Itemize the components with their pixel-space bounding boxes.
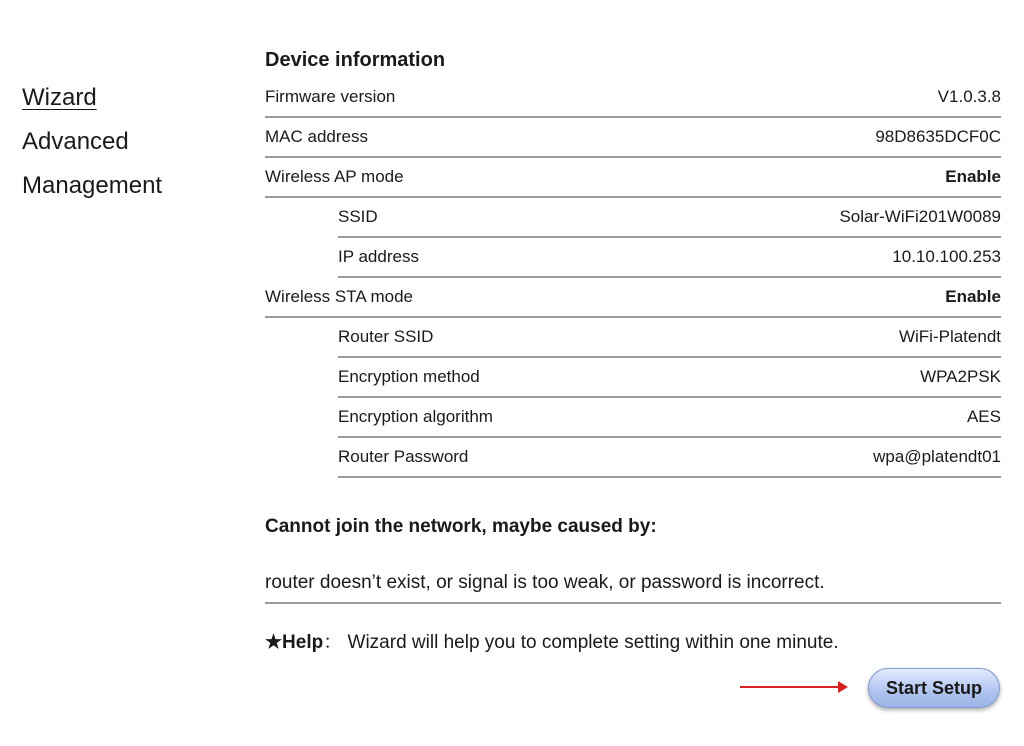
- row-label: Router Password: [338, 447, 469, 466]
- row-label: Firmware version: [265, 87, 396, 106]
- row-label: SSID: [338, 207, 378, 226]
- row-value: V1.0.3.8: [937, 87, 1001, 106]
- arrow-head-icon: [838, 681, 848, 693]
- nav-item-wizard[interactable]: Wizard: [22, 84, 97, 111]
- row-wireless-sta-mode: [265, 280, 1001, 318]
- error-message: router doesn’t exist, or signal is too weak, or password is incorrect.: [265, 568, 1001, 604]
- row-label: Encryption algorithm: [338, 407, 493, 426]
- section-title: Device information: [265, 49, 446, 71]
- row-value: WiFi-Platendt: [898, 327, 1001, 346]
- row-mac-address: [265, 120, 1001, 158]
- row-label: MAC address: [265, 127, 368, 146]
- row-value: WPA2PSK: [920, 367, 1001, 386]
- row-label: Wireless AP mode: [265, 167, 404, 186]
- help-colon: ：: [323, 632, 343, 653]
- start-setup-button[interactable]: Start Setup: [868, 668, 1000, 708]
- row-label: Encryption method: [338, 367, 480, 386]
- row-label: IP address: [338, 247, 419, 266]
- row-ssid: [338, 200, 1001, 238]
- star-icon: ★: [265, 632, 283, 653]
- row-firmware-version: [265, 80, 1001, 118]
- row-value: AES: [966, 407, 1001, 426]
- row-label: Router SSID: [338, 327, 434, 346]
- help-line: [265, 628, 1001, 658]
- device-info-panel: [265, 44, 1001, 658]
- row-value: wpa@platendt01: [873, 447, 1001, 466]
- row-value: 98D8635DCF0C: [875, 127, 1001, 146]
- nav-item-advanced[interactable]: Advanced: [22, 128, 129, 155]
- help-label: Help: [282, 632, 324, 653]
- sidebar-nav: [22, 80, 162, 212]
- row-value: Solar-WiFi201W0089: [839, 207, 1001, 226]
- error-title: Cannot join the network, maybe caused by:: [265, 516, 657, 537]
- row-router-ssid: [338, 320, 1001, 358]
- start-setup-wrap: [868, 668, 1000, 708]
- row-encryption-method: [338, 360, 1001, 398]
- row-router-password: [338, 440, 1001, 478]
- row-encryption-algorithm: [338, 400, 1001, 438]
- arrow-icon: [740, 686, 840, 688]
- help-text: Wizard will help you to complete setting within one minute.: [347, 632, 839, 653]
- row-wireless-ap-mode: [265, 160, 1001, 198]
- row-ip-address: [338, 240, 1001, 278]
- row-value: Enable: [945, 167, 1001, 186]
- row-value: Enable: [945, 287, 1001, 306]
- row-label: Wireless STA mode: [265, 287, 414, 306]
- row-value: 10.10.100.253: [892, 247, 1001, 266]
- nav-item-management[interactable]: Management: [22, 172, 163, 199]
